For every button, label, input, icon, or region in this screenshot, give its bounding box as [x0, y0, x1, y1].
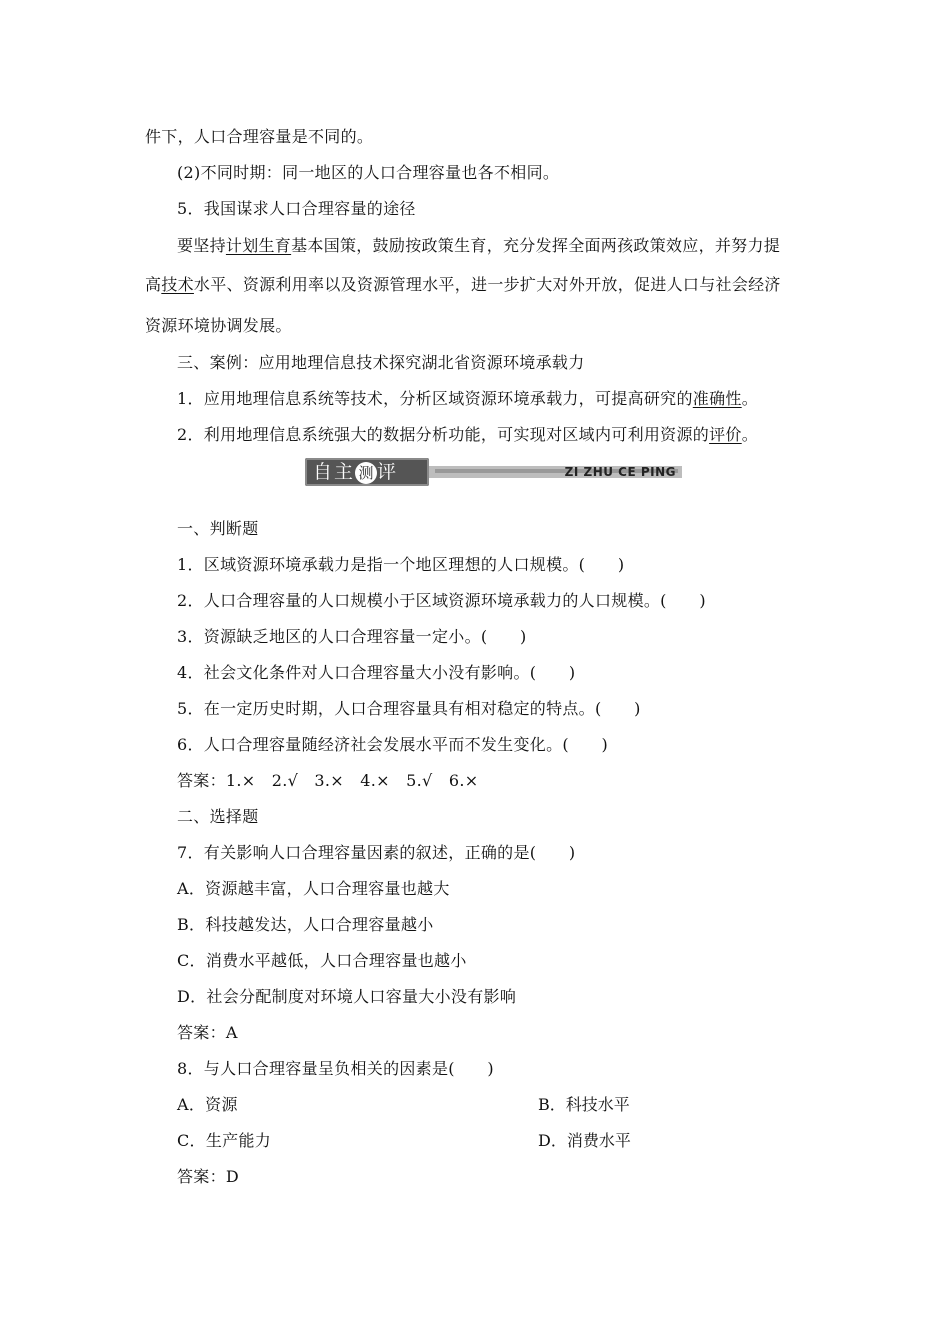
paragraph-line: [177, 235, 780, 257]
text: 高: [145, 275, 162, 294]
text: 要坚持: [177, 236, 226, 255]
banner-title-badge: 测: [355, 462, 377, 484]
question-item: 3．资源缺乏地区的人口合理容量一定小。( ): [177, 627, 527, 646]
banner-title-part: 评: [377, 461, 399, 483]
underlined-term: 技术: [161, 275, 194, 294]
question-item: 4．社会文化条件对人口合理容量大小没有影响。( ): [177, 663, 576, 682]
text-line: 5．我国谋求人口合理容量的途径: [177, 199, 416, 218]
text: 。: [741, 389, 758, 408]
question-item: 8．与人口合理容量呈负相关的因素是( ): [177, 1059, 494, 1078]
option-item: C．消费水平越低，人口合理容量也越小: [177, 951, 467, 970]
paragraph-line: [145, 274, 781, 296]
section-heading: 二、选择题: [177, 807, 259, 826]
text-line: 件下，人口合理容量是不同的。: [145, 127, 374, 146]
banner-pinyin: ZI ZHU CE PING: [564, 465, 676, 479]
question-item: 5．在一定历史时期，人口合理容量具有相对稳定的特点。( ): [177, 699, 641, 718]
answer-line: 答案：A: [177, 1023, 238, 1042]
question-item: 2．人口合理容量的人口规模小于区域资源环境承载力的人口规模。( ): [177, 591, 706, 610]
underlined-term: 计划生育: [225, 236, 292, 255]
section-banner: [305, 457, 682, 487]
text: 2．利用地理信息系统强大的数据分析功能，可实现对区域内可利用资源的: [177, 425, 710, 444]
list-item: [177, 424, 758, 446]
question-item: 7．有关影响人口合理容量因素的叙述，正确的是( ): [177, 843, 576, 862]
text: 。: [741, 425, 759, 444]
underlined-term: 准确性: [692, 389, 742, 408]
option-item: B．科技水平: [538, 1095, 630, 1114]
option-item: A．资源: [177, 1095, 238, 1114]
paragraph-line: 资源环境协调发展。: [145, 316, 292, 335]
text: 基本国策，鼓励按政策生育，充分发挥全面两孩政策效应，并努力提: [291, 236, 781, 255]
banner-title: [313, 460, 398, 484]
banner-title-box: [305, 458, 429, 486]
underlined-term: 评价: [709, 425, 742, 444]
answer-line: 答案：1.× 2.√ 3.× 4.× 5.√ 6.×: [177, 771, 479, 790]
option-item: A．资源越丰富，人口合理容量也越大: [177, 879, 450, 898]
section-heading: 三、案例：应用地理信息技术探究湖北省资源环境承载力: [177, 353, 585, 372]
answer-line: 答案：D: [177, 1167, 240, 1186]
option-item: C．生产能力: [177, 1131, 272, 1150]
list-item: [177, 388, 758, 410]
option-item: B．科技越发达，人口合理容量越小: [177, 915, 434, 934]
banner-title-part: 自主: [313, 461, 356, 483]
question-item: 1．区域资源环境承载力是指一个地区理想的人口规模。( ): [177, 555, 625, 574]
text: 1．应用地理信息系统等技术，分析区域资源环境承载力，可提高研究的: [177, 389, 693, 408]
text: 水平、资源利用率以及资源管理水平，进一步扩大对外开放，促进人口与社会经济: [193, 275, 781, 294]
section-heading: 一、判断题: [177, 519, 259, 538]
option-item: D．消费水平: [538, 1131, 631, 1150]
text-line: (2)不同时期：同一地区的人口合理容量也各不相同。: [177, 163, 560, 182]
option-item: D．社会分配制度对环境人口容量大小没有影响: [177, 987, 517, 1006]
question-item: 6．人口合理容量随经济社会发展水平而不发生变化。( ): [177, 735, 609, 754]
